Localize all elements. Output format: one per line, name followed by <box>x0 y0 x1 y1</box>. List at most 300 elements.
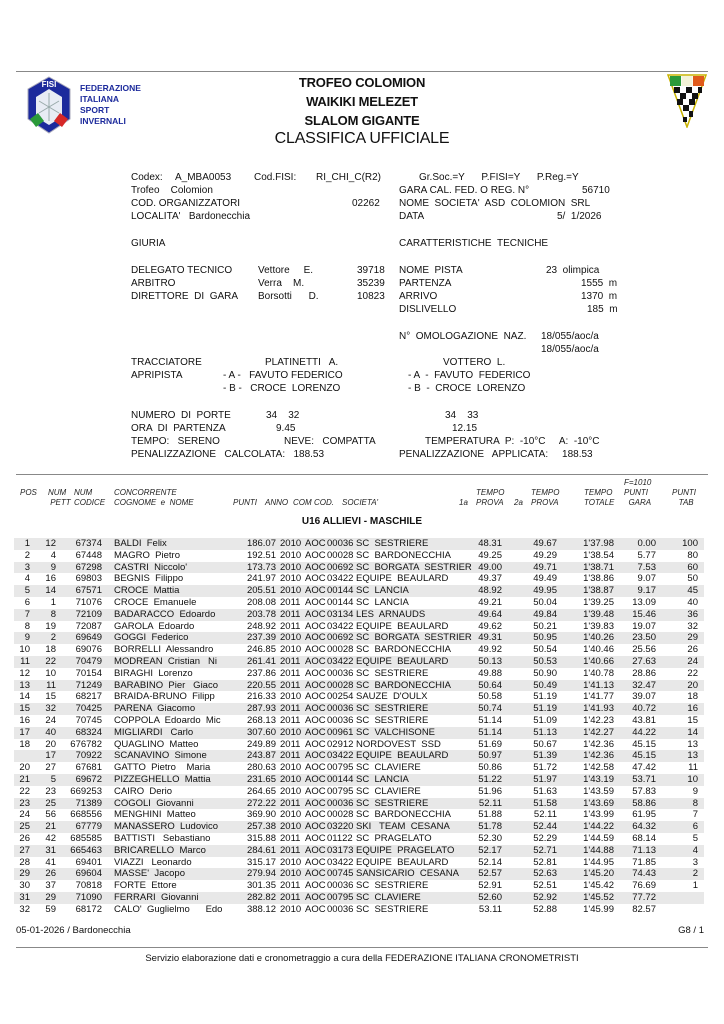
jury-role: DELEGATO TECNICO <box>131 265 233 276</box>
cod-cell: 03422 <box>327 620 354 632</box>
code-cell: 68172 <box>75 903 102 915</box>
punti-cell: 205.51 <box>246 585 276 597</box>
punti-gara-cell: 44.22 <box>632 726 656 738</box>
table-row <box>14 750 704 762</box>
table-row <box>14 656 704 668</box>
bib-cell: 14 <box>45 585 56 597</box>
name-cell: MIGLIARDI Carlo <box>114 726 194 738</box>
tempo-totale-cell: 1'45.99 <box>583 903 614 915</box>
neve: NEVE: COMPATTA <box>284 436 376 447</box>
pos-cell: 16 <box>19 714 30 726</box>
cod-cell: 03134 <box>327 608 354 620</box>
tempo-totale-cell: 1'44.22 <box>583 821 614 833</box>
tempo1-cell: 51.22 <box>478 773 502 785</box>
tempo1-cell: 48.92 <box>478 585 502 597</box>
bib-cell: 32 <box>45 703 56 715</box>
name-cell: BATTISTI Sebastiano <box>114 832 211 844</box>
gara-label: GARA CAL. FED. O REG. N° <box>399 185 530 196</box>
event-title: TROFEO COLOMION <box>298 75 426 90</box>
cod-cell: 00144 <box>327 596 354 608</box>
cod-cell: 00961 <box>327 726 354 738</box>
tempo2-cell: 49.67 <box>533 538 557 549</box>
venue-title: WAIKIKI MELEZET <box>306 94 418 109</box>
punti-tab-cell: 14 <box>687 726 698 738</box>
pos-cell: 28 <box>19 856 30 868</box>
anno-cell: 2010 <box>280 785 302 797</box>
punti-tab-cell: 4 <box>692 844 698 856</box>
tempo1-cell: 48.31 <box>478 538 502 549</box>
results-table <box>14 538 704 916</box>
tempo-totale-cell: 1'38.71 <box>583 561 614 573</box>
bib-cell: 25 <box>45 797 56 809</box>
jury-code: 39718 <box>357 265 385 276</box>
code-cell: 70479 <box>75 655 102 667</box>
cod-cell: 02912 <box>327 738 354 750</box>
anno-cell: 2010 <box>280 903 302 915</box>
table-row <box>14 786 704 798</box>
tempo1-cell: 49.64 <box>478 608 502 620</box>
col-cod: COD. <box>314 498 334 507</box>
tempo-totale-cell: 1'43.59 <box>583 785 614 797</box>
name-cell: CROCE Mattia <box>114 585 180 597</box>
code-cell: 71389 <box>75 797 102 809</box>
pos-cell: 3 <box>24 561 30 573</box>
cod-cell: 00036 <box>327 880 354 892</box>
punti-cell: 216.33 <box>246 691 276 703</box>
com-cell: AOC <box>305 750 326 762</box>
club-cell: SC SESTRIERE <box>356 880 429 892</box>
bib-cell: 23 <box>45 785 56 797</box>
punti-tab-cell: 16 <box>687 703 698 715</box>
club-cell: SC PRAGELATO <box>356 832 432 844</box>
tempo-totale-cell: 1'38.87 <box>583 585 614 597</box>
bib-cell: 31 <box>45 844 56 856</box>
omologazione-value-2: 18/055/aoc/a <box>541 344 599 355</box>
code-cell: 68324 <box>75 726 102 738</box>
bib-cell: 10 <box>45 667 56 679</box>
pos-cell: 32 <box>19 903 30 915</box>
jury-code: 10823 <box>357 291 385 302</box>
logo-text-line: FEDERAZIONE <box>80 83 141 93</box>
table-row <box>14 809 704 821</box>
code-cell: 72109 <box>75 608 102 620</box>
punti-cell: 192.51 <box>246 549 276 561</box>
tempo1-cell: 52.11 <box>478 797 502 809</box>
societa: NOME SOCIETA' ASD COLOMION SRL <box>399 198 591 209</box>
punti-tab-cell: 32 <box>687 620 698 632</box>
tempo1-cell: 52.17 <box>478 844 502 856</box>
com-cell: AOC <box>305 797 326 809</box>
tempo-totale-cell: 1'40.46 <box>583 644 614 656</box>
club-cell: SC BORGATA SESTRIER <box>356 561 472 573</box>
tech-value: 1370 m <box>581 291 618 302</box>
pos-cell: 13 <box>19 679 30 691</box>
code-cell: 70425 <box>75 703 102 715</box>
tempo2-cell: 52.29 <box>533 832 557 844</box>
code-cell: 71076 <box>75 596 102 608</box>
pos-cell: 30 <box>19 880 30 892</box>
name-cell: MODREAN Cristian Ni <box>114 655 217 667</box>
pos-cell: 20 <box>19 762 30 774</box>
pos-cell: 2 <box>24 549 30 561</box>
name-cell: BARABINO Pier Giaco <box>114 679 219 691</box>
bib-cell: 1 <box>50 596 56 608</box>
jury-name: Vettore E. <box>258 265 314 276</box>
punti-tab-cell: 26 <box>687 644 698 656</box>
punti-tab-cell: 50 <box>687 573 698 585</box>
name-cell: CROCE Emanuele <box>114 596 197 608</box>
punti-cell: 237.86 <box>246 667 276 679</box>
cod-cell: 00692 <box>327 561 354 573</box>
anno-cell: 2011 <box>280 750 301 762</box>
punti-gara-cell: 74.43 <box>632 868 656 880</box>
club-cell: NORDOVEST SSD <box>356 738 441 750</box>
cod-cell: 03422 <box>327 573 354 585</box>
tempo2-cell: 50.53 <box>533 655 557 667</box>
com-cell: AOC <box>305 714 326 726</box>
bib-cell: 11 <box>46 679 56 691</box>
tempo-totale-cell: 1'41.77 <box>583 691 614 703</box>
codfisi-label: Cod.FISI: <box>254 172 297 183</box>
cod-cell: 00745 <box>327 868 354 880</box>
com-cell: AOC <box>305 667 326 679</box>
name-cell: FORTE Ettore <box>114 880 177 892</box>
punti-gara-cell: 76.69 <box>632 880 656 892</box>
punti-tab-cell: 2 <box>692 868 698 880</box>
bib-cell: 21 <box>45 821 56 833</box>
anno-cell: 2011 <box>280 596 301 608</box>
tech-label: NOME PISTA <box>399 265 463 276</box>
table-row <box>14 868 704 880</box>
category-heading: U16 ALLIEVI - MASCHILE <box>301 516 423 527</box>
club-cell: SC CLAVIERE <box>356 891 421 903</box>
tempo-totale-cell: 1'41.13 <box>583 679 614 691</box>
com-cell: AOC <box>305 644 326 656</box>
tempo-totale-cell: 1'42.36 <box>583 738 614 750</box>
ora-run1: 9.45 <box>276 423 296 434</box>
classification-title: CLASSIFICA UFFICIALE <box>274 130 450 147</box>
tempo1-cell: 50.13 <box>478 655 502 667</box>
club-cell: SC LANCIA <box>356 596 409 608</box>
com-cell: AOC <box>305 773 326 785</box>
tempo2-cell: 50.95 <box>533 632 557 644</box>
punti-tab-cell: 22 <box>687 667 698 679</box>
tempo-totale-cell: 1'45.52 <box>583 891 614 903</box>
tempo-totale-cell: 1'42.23 <box>583 714 614 726</box>
tempo2-cell: 49.95 <box>533 585 557 597</box>
punti-cell: 208.08 <box>246 596 276 608</box>
tempo-totale-cell: 1'40.26 <box>583 632 614 644</box>
punti-cell: 315.17 <box>246 856 276 868</box>
tempo-totale-cell: 1'42.27 <box>583 726 614 738</box>
com-cell: AOC <box>305 809 326 821</box>
bib-cell: 40 <box>45 726 56 738</box>
tempo2-cell: 50.90 <box>533 667 557 679</box>
pos-cell: 27 <box>19 844 30 856</box>
tempo1-cell: 49.88 <box>478 667 502 679</box>
tempo1-cell: 50.86 <box>478 762 502 774</box>
punti-tab-cell: 10 <box>687 773 698 785</box>
com-cell: AOC <box>305 856 326 868</box>
tempo2-cell: 50.49 <box>533 679 557 691</box>
bib-cell: 20 <box>45 738 56 750</box>
code-cell: 69803 <box>75 573 102 585</box>
tempo1-cell: 52.91 <box>478 880 502 892</box>
club-cell: SC SESTRIERE <box>356 703 429 715</box>
col-tempo-totale: TEMPO TOTALE <box>584 488 615 507</box>
com-cell: AOC <box>305 596 326 608</box>
pos-cell: 6 <box>24 596 30 608</box>
tempo-totale-cell: 1'38.86 <box>583 573 614 585</box>
code-cell: 668556 <box>70 809 102 821</box>
bib-cell: 27 <box>45 762 56 774</box>
bib-cell: 42 <box>45 832 56 844</box>
col-tempo1: TEMPO PROVA <box>476 488 505 507</box>
punti-gara-cell: 71.85 <box>632 856 656 868</box>
table-row <box>14 762 704 774</box>
code-cell: 69401 <box>75 856 102 868</box>
table-row <box>14 632 704 644</box>
col-punti-gara: F=1010 PUNTI GARA <box>624 478 652 507</box>
punti-cell: 264.65 <box>246 785 276 797</box>
name-cell: COGOLI Giovanni <box>114 797 194 809</box>
col-num-pett: NUM PETT <box>48 488 71 507</box>
localita: LOCALITA' Bardonecchia <box>131 211 251 222</box>
punti-gara-cell: 15.46 <box>632 608 656 620</box>
com-cell: AOC <box>305 608 326 620</box>
punti-cell: 307.60 <box>246 726 276 738</box>
punti-gara-cell: 45.15 <box>632 750 656 762</box>
punti-gara-cell: 53.71 <box>632 773 656 785</box>
table-row <box>14 609 704 621</box>
punti-tab-cell: 3 <box>692 856 698 868</box>
punti-gara-cell: 19.07 <box>632 620 656 632</box>
cod-cell: 00036 <box>327 797 354 809</box>
punti-tab-cell: 8 <box>692 797 698 809</box>
tempo2-cell: 50.04 <box>533 596 557 608</box>
table-row <box>14 573 704 585</box>
giuria-heading: GIURIA <box>131 238 166 249</box>
tempo1-cell: 49.00 <box>478 561 502 573</box>
footer-divider <box>16 947 708 948</box>
apripista-2a: - A - FAVUTO FEDERICO <box>408 370 531 381</box>
punti-cell: 388.12 <box>246 903 276 915</box>
name-cell: BRICARELLO Marco <box>114 844 206 856</box>
name-cell: BADARACCO Edoardo <box>114 608 216 620</box>
name-cell: COPPOLA Edoardo Mic <box>114 714 221 726</box>
punti-gara-cell: 23.50 <box>632 632 656 644</box>
name-cell: MENGHINI Matteo <box>114 809 196 821</box>
punti-tab-cell: 6 <box>692 821 698 833</box>
tempo-totale-cell: 1'40.66 <box>583 655 614 667</box>
name-cell: BRAIDA-BRUNO Filipp <box>114 691 215 703</box>
tempo1-cell: 50.64 <box>478 679 502 691</box>
punti-tab-cell: 1 <box>692 880 698 892</box>
table-row <box>14 727 704 739</box>
apripista-1a: - A - FAVUTO FEDERICO <box>223 370 343 381</box>
omologazione-value: 18/055/aoc/a <box>541 331 599 342</box>
code-cell: 70818 <box>75 880 102 892</box>
punti-gara-cell: 27.63 <box>632 655 656 667</box>
cod-cell: 00795 <box>327 785 354 797</box>
pos-cell: 23 <box>19 797 30 809</box>
club-cell: SANSICARIO CESANA <box>356 868 459 880</box>
cod-cell: 00036 <box>327 903 354 915</box>
pos-cell: 11 <box>20 655 30 667</box>
table-row <box>14 715 704 727</box>
tech-value: 1555 m <box>581 278 618 289</box>
tempo-totale-cell: 1'39.25 <box>583 596 614 608</box>
club-cell: SC LANCIA <box>356 585 409 597</box>
punti-gara-cell: 5.77 <box>637 549 656 561</box>
tempo2-cell: 51.39 <box>533 750 557 762</box>
codex-value: A_MBA0053 <box>175 172 232 183</box>
punti-cell: 257.38 <box>246 821 276 833</box>
anno-cell: 2010 <box>280 726 302 738</box>
tempo-totale-cell: 1'37.98 <box>583 538 614 549</box>
name-cell: PIZZEGHELLO Mattia <box>114 773 211 785</box>
tempo-totale-cell: 1'44.95 <box>583 856 614 868</box>
punti-cell: 220.55 <box>246 679 276 691</box>
bib-cell: 9 <box>50 561 56 573</box>
bib-cell: 29 <box>45 891 56 903</box>
name-cell: CAIRO Derio <box>114 785 173 797</box>
cod-cell: 00795 <box>327 762 354 774</box>
apripista-1b: - B - CROCE LORENZO <box>223 383 341 394</box>
table-row <box>14 774 704 786</box>
punti-cell: 315.88 <box>246 832 276 844</box>
club-cell: EQUIPE BEAULARD <box>356 655 449 667</box>
name-cell: FERRARI Giovanni <box>114 891 199 903</box>
table-row <box>14 550 704 562</box>
anno-cell: 2011 <box>280 797 301 809</box>
cod-cell: 00028 <box>327 809 354 821</box>
anno-cell: 2010 <box>280 561 302 573</box>
pos-cell: 9 <box>24 632 30 644</box>
anno-cell: 2011 <box>280 667 301 679</box>
com-cell: AOC <box>305 691 326 703</box>
jury-role: ARBITRO <box>131 278 176 289</box>
apripista-2b: - B - CROCE LORENZO <box>408 383 526 394</box>
punti-tab-cell: 45 <box>687 585 698 597</box>
code-cell: 67571 <box>75 585 102 597</box>
penalizzazione-applicata: PENALIZZAZIONE APPLICATA: 188.53 <box>399 449 593 460</box>
tempo2-cell: 49.84 <box>533 608 557 620</box>
punti-gara-cell: 13.09 <box>632 596 656 608</box>
cod-cell: 01122 <box>327 832 353 844</box>
tempo-totale-cell: 1'41.93 <box>583 703 614 715</box>
flags: Gr.Soc.=Y P.FISI=Y P.Reg.=Y <box>419 172 579 183</box>
cod-org-label: COD. ORGANIZZATORI <box>131 198 241 209</box>
temperatura: TEMPERATURA P: -10°C A: -10°C <box>425 436 600 447</box>
tempo1-cell: 52.30 <box>478 832 502 844</box>
punti-cell: 249.89 <box>246 738 276 750</box>
tempo1-cell: 49.25 <box>478 549 502 561</box>
anno-cell: 2010 <box>280 762 302 774</box>
com-cell: AOC <box>305 738 326 750</box>
porte-run1: 34 32 <box>266 410 300 421</box>
tempo-totale-cell: 1'42.36 <box>583 750 614 762</box>
tempo2-cell: 52.63 <box>533 868 557 880</box>
col-societa: SOCIETA' <box>342 498 379 507</box>
anno-cell: 2011 <box>280 608 301 620</box>
bib-cell: 22 <box>45 655 56 667</box>
tech-label: ARRIVO <box>399 291 438 302</box>
name-cell: BORRELLI Alessandro <box>114 644 214 656</box>
cod-cell: 00036 <box>327 538 354 549</box>
punti-cell: 173.73 <box>246 561 276 573</box>
punti-gara-cell: 68.14 <box>632 832 656 844</box>
code-cell: 71090 <box>75 891 102 903</box>
anno-cell: 2010 <box>280 691 302 703</box>
name-cell: MAGRO Pietro <box>114 549 180 561</box>
tempo-totale-cell: 1'44.88 <box>583 844 614 856</box>
name-cell: SCANAVINO Simone <box>114 750 207 762</box>
punti-cell: 272.22 <box>246 797 276 809</box>
tempo-totale-cell: 1'43.69 <box>583 797 614 809</box>
punti-tab-cell: 15 <box>687 714 698 726</box>
cod-cell: 03220 <box>327 821 354 833</box>
punti-gara-cell: 82.57 <box>632 903 656 915</box>
name-cell: BIRAGHI Lorenzo <box>114 667 193 679</box>
svg-text:FISI: FISI <box>41 80 57 89</box>
tempo-totale-cell: 1'43.19 <box>583 773 614 785</box>
bib-cell: 56 <box>45 809 56 821</box>
cod-cell: 00028 <box>327 549 354 561</box>
anno-cell: 2010 <box>280 632 302 644</box>
tempo-totale-cell: 1'42.58 <box>583 762 614 774</box>
punti-tab-cell: 5 <box>692 832 698 844</box>
club-cell: SC SESTRIERE <box>356 667 429 679</box>
com-cell: AOC <box>305 903 326 915</box>
club-cell: SAUZE D'OULX <box>356 691 428 703</box>
trofeo: Trofeo Colomion <box>131 185 213 196</box>
club-cell: SC SESTRIERE <box>356 538 429 549</box>
punti-cell: 241.97 <box>246 573 276 585</box>
tempo2-cell: 50.54 <box>533 644 557 656</box>
bib-cell: 24 <box>45 714 56 726</box>
club-cell: SC BARDONECCHIA <box>356 809 452 821</box>
anno-cell: 2010 <box>280 644 302 656</box>
pos-cell: 21 <box>19 773 30 785</box>
punti-tab-cell: 80 <box>687 549 698 561</box>
bib-cell: 17 <box>45 750 56 762</box>
code-cell: 69076 <box>75 644 102 656</box>
name-cell: PARENA Giacomo <box>114 703 196 715</box>
punti-gara-cell: 47.42 <box>632 762 656 774</box>
pos-cell: 15 <box>19 703 30 715</box>
tracciatore-2: VOTTERO L. <box>443 357 506 368</box>
pos-cell: 25 <box>19 821 30 833</box>
apripista-label: APRIPISTA <box>131 370 183 381</box>
tempo-totale-cell: 1'45.42 <box>583 880 614 892</box>
top-divider <box>16 71 708 72</box>
name-cell: MASSE' Jacopo <box>114 868 185 880</box>
com-cell: AOC <box>305 679 326 691</box>
anno-cell: 2010 <box>280 868 302 880</box>
punti-cell: 284.61 <box>246 844 276 856</box>
code-cell: 72087 <box>75 620 102 632</box>
punti-cell: 237.39 <box>246 632 276 644</box>
table-row <box>14 739 704 751</box>
logo-text-line: ITALIANA <box>80 94 120 104</box>
data-value: 5/ 1/2026 <box>557 211 602 222</box>
anno-cell: 2011 <box>280 891 301 903</box>
bib-cell: 2 <box>50 632 56 644</box>
timing-service-credit: Servizio elaborazione dati e cronometraggio a cura della FEDERAZIONE ITALIANA CRONOMETRISTI <box>145 953 579 964</box>
tempo1-cell: 52.14 <box>478 856 502 868</box>
cod-cell: 00795 <box>327 891 354 903</box>
